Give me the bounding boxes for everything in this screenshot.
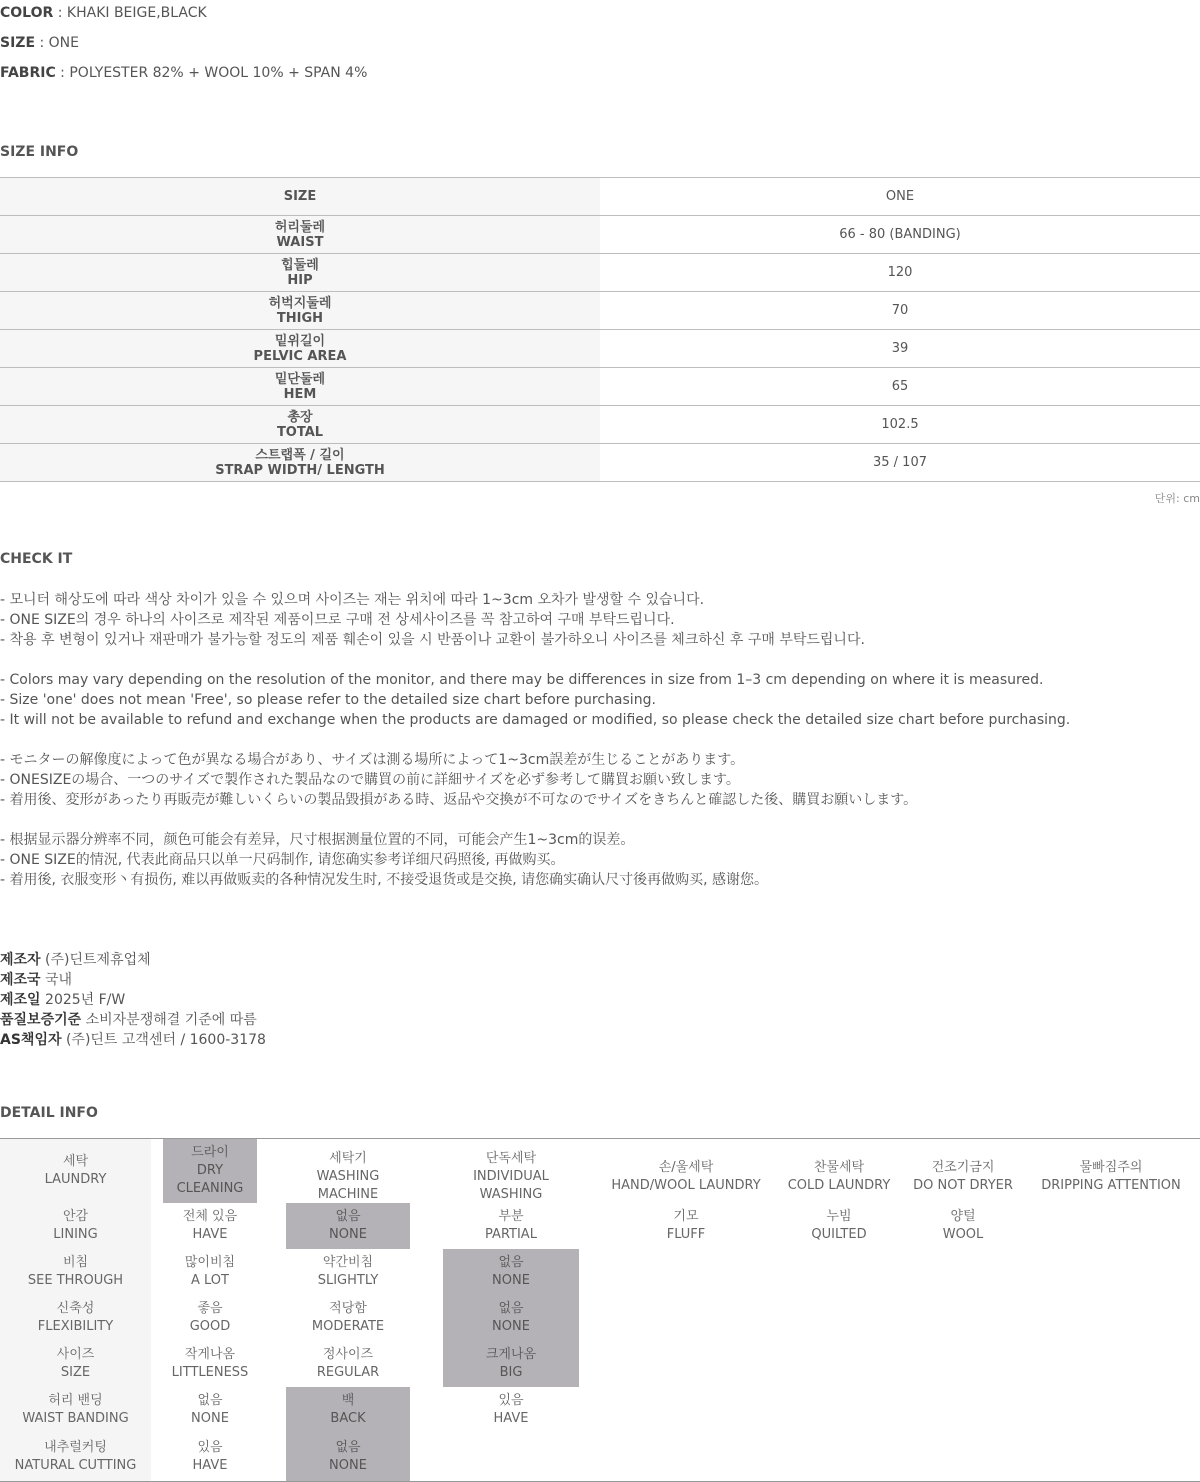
detail-option-en: DRIPPING ATTENTION bbox=[1041, 1178, 1181, 1193]
size-table-row bbox=[0, 254, 1200, 292]
detail-row-label-ko: 신축성 bbox=[56, 1301, 95, 1316]
detail-option-ko: 단독세탁 bbox=[485, 1151, 537, 1166]
size-row-value: 65 bbox=[600, 368, 1200, 406]
size-row-label-en: WAIST bbox=[276, 234, 324, 250]
size-row-label-en: HEM bbox=[283, 386, 317, 402]
detail-option-en: HAVE bbox=[493, 1411, 529, 1426]
detail-info-title: DETAIL INFO bbox=[0, 1105, 98, 1121]
detail-option-ko: 부분 bbox=[498, 1209, 524, 1224]
detail-option bbox=[443, 1147, 579, 1207]
detail-row-label bbox=[0, 1139, 151, 1203]
detail-option-en: NONE bbox=[191, 1411, 229, 1426]
detail-option-ko: 약간비침 bbox=[322, 1255, 374, 1270]
size-table-row bbox=[0, 406, 1200, 444]
detail-row-label-en: FLEXIBILITY bbox=[37, 1319, 114, 1334]
unit-label: 단위: cm bbox=[1154, 492, 1200, 505]
spec-color-value: KHAKI BEIGE,BLACK bbox=[66, 5, 207, 21]
size-table bbox=[0, 177, 1200, 482]
detail-option-ko: 없음 bbox=[197, 1393, 223, 1408]
note-line: - 着用後, 衣服变形丶有损伤, 难以再做贩卖的各种情况发生时, 不接受退货或是交换, 请您确实确认尺寸後再做购买, 感谢您。 bbox=[0, 872, 769, 888]
maker-row bbox=[0, 970, 266, 990]
note-line: - 根据显示器分辨率不同，颜色可能会有差异，尺寸根据测量位置的不同，可能会产生1~3cm的误差。 bbox=[0, 832, 635, 848]
size-row-label-en: HIP bbox=[287, 272, 313, 288]
detail-row-label-ko: 사이즈 bbox=[56, 1347, 95, 1362]
note-group bbox=[0, 830, 1200, 890]
detail-option bbox=[286, 1295, 410, 1341]
detail-option bbox=[443, 1387, 579, 1433]
detail-row-label bbox=[0, 1203, 151, 1249]
detail-option-selected bbox=[443, 1249, 579, 1295]
detail-option bbox=[286, 1249, 410, 1295]
size-row-label bbox=[0, 254, 600, 292]
maker-label: 제조자 bbox=[0, 952, 41, 968]
size-row-label-ko: 밑위길이 bbox=[274, 333, 326, 349]
size-row-label bbox=[0, 368, 600, 406]
maker-label: 품질보증기준 bbox=[0, 1012, 82, 1028]
note-group bbox=[0, 750, 1200, 810]
size-row-value: 120 bbox=[600, 254, 1200, 292]
detail-option-ko: 손/울세탁 bbox=[658, 1160, 714, 1175]
maker-value: (주)딘트 고객센터 / 1600-3178 bbox=[65, 1032, 266, 1048]
detail-option-ko: 누빔 bbox=[826, 1209, 852, 1224]
detail-option-ko: 없음 bbox=[335, 1209, 361, 1224]
size-row-label-ko: 총장 bbox=[287, 409, 313, 425]
detail-option bbox=[163, 1341, 257, 1387]
detail-option bbox=[1022, 1147, 1200, 1207]
detail-option-en: REGULAR bbox=[316, 1365, 380, 1380]
size-row-label-en: THIGH bbox=[276, 310, 324, 326]
detail-option-ko: 좋음 bbox=[197, 1301, 223, 1316]
detail-row-label bbox=[0, 1433, 151, 1481]
detail-row-label-ko: 세탁 bbox=[62, 1154, 89, 1169]
maker-value: 소비자분쟁해결 기준에 따름 bbox=[85, 1012, 257, 1028]
detail-option-ko: 전체 있음 bbox=[182, 1209, 238, 1224]
detail-option-ko: 크게나옴 bbox=[485, 1347, 537, 1362]
detail-option-en: HAVE bbox=[192, 1458, 228, 1473]
maker-row bbox=[0, 1030, 266, 1050]
maker-row bbox=[0, 1010, 266, 1030]
detail-row-label-en: SIZE bbox=[60, 1365, 91, 1380]
detail-option-ko: 양털 bbox=[950, 1209, 976, 1224]
detail-option-en: INDIVIDUAL WASHING bbox=[473, 1169, 549, 1202]
note-line: - Size 'one' does not mean 'Free', so please refer to the detailed size chart before purchasing. bbox=[0, 692, 656, 708]
detail-option-en: PARTIAL bbox=[485, 1227, 537, 1242]
detail-option-selected bbox=[286, 1433, 410, 1481]
detail-option-ko: 있음 bbox=[197, 1440, 223, 1455]
spec-color-sep: : bbox=[53, 5, 67, 21]
detail-row-label-en: LINING bbox=[53, 1227, 98, 1242]
detail-option bbox=[443, 1203, 579, 1249]
detail-option bbox=[163, 1249, 257, 1295]
detail-option-en: LITTLENESS bbox=[171, 1365, 249, 1380]
size-header-label: SIZE bbox=[0, 178, 600, 216]
detail-option bbox=[163, 1203, 257, 1249]
detail-row-label bbox=[0, 1249, 151, 1295]
detail-option bbox=[163, 1433, 257, 1481]
detail-option-ko: 많이비침 bbox=[184, 1255, 236, 1270]
maker-info bbox=[0, 950, 266, 1050]
detail-row-label-en: LAUNDRY bbox=[44, 1172, 107, 1187]
detail-option bbox=[773, 1147, 905, 1207]
detail-row-label bbox=[0, 1341, 151, 1387]
detail-option-en: HAVE bbox=[192, 1227, 228, 1242]
size-row-label bbox=[0, 216, 600, 254]
detail-option bbox=[163, 1387, 257, 1433]
size-row-label-ko: 밑단둘레 bbox=[274, 371, 326, 387]
detail-option-ko: 없음 bbox=[335, 1440, 361, 1455]
size-row-label bbox=[0, 330, 600, 368]
note-line: - ONE SIZE的情況, 代表此商品只以单一尺码制作, 请您确实参考详细尺码照後, 再做购买。 bbox=[0, 852, 565, 868]
detail-option bbox=[286, 1341, 410, 1387]
size-table-row bbox=[0, 444, 1200, 482]
detail-option-selected bbox=[163, 1139, 257, 1203]
note-line: - Colors may vary depending on the resolution of the monitor, and there may be differences in size from 1–3 cm depending on where it is measured. bbox=[0, 672, 1044, 688]
size-row-value: 39 bbox=[600, 330, 1200, 368]
check-it-notes bbox=[0, 590, 1200, 910]
size-table-row bbox=[0, 330, 1200, 368]
size-table-header-row bbox=[0, 178, 1200, 216]
detail-option-selected bbox=[443, 1295, 579, 1341]
detail-option-selected bbox=[443, 1341, 579, 1387]
size-row-label-en: PELVIC AREA bbox=[253, 348, 347, 364]
detail-row-label-en: SEE THROUGH bbox=[27, 1273, 124, 1288]
maker-value: (주)딘트제휴업체 bbox=[45, 952, 151, 968]
detail-option bbox=[286, 1147, 410, 1207]
detail-option bbox=[163, 1295, 257, 1341]
detail-option-en: QUILTED bbox=[811, 1227, 867, 1242]
size-table-row bbox=[0, 292, 1200, 330]
detail-row-label-en: NATURAL CUTTING bbox=[14, 1458, 137, 1473]
detail-option-ko: 적당함 bbox=[329, 1301, 367, 1316]
detail-row-label-ko: 안감 bbox=[62, 1209, 89, 1224]
detail-option-en: DRY CLEANING bbox=[176, 1163, 244, 1196]
detail-option-en: A LOT bbox=[191, 1273, 229, 1288]
note-line: - It will not be available to refund and exchange when the products are damaged or modified, so please check the detailed size chart before purchasing. bbox=[0, 712, 1071, 728]
detail-row-label bbox=[0, 1295, 151, 1341]
maker-label: 제조일 bbox=[0, 992, 41, 1008]
detail-option bbox=[599, 1203, 773, 1249]
size-table-row bbox=[0, 216, 1200, 254]
detail-option-en: NONE bbox=[492, 1319, 530, 1334]
detail-grid bbox=[0, 1138, 1200, 1482]
detail-row-label-en: WAIST BANDING bbox=[22, 1411, 129, 1426]
note-line: - 着用後、変形があったり再販売が難しいくらいの製品毀損がある時、返品や交換が不可なのでサイズをきちんと確認した後、購買お願いします。 bbox=[0, 792, 918, 808]
detail-option-en: DO NOT DRYER bbox=[913, 1178, 1013, 1193]
detail-row-label-ko: 허리 밴딩 bbox=[48, 1393, 103, 1408]
spec-fabric-label: FABRIC bbox=[0, 65, 56, 81]
note-line: - 착용 후 변형이 있거나 재판매가 불가능할 정도의 제품 훼손이 있을 시 반품이나 교환이 불가하오니 사이즈를 체크하신 후 구매 부탁드립니다. bbox=[0, 632, 865, 648]
detail-option-en: WASHING MACHINE bbox=[316, 1169, 380, 1202]
detail-option-en: FLUFF bbox=[666, 1227, 706, 1242]
detail-option-ko: 물빠짐주의 bbox=[1079, 1160, 1143, 1175]
size-row-label bbox=[0, 292, 600, 330]
detail-option-ko: 찬물세탁 bbox=[813, 1160, 865, 1175]
spec-fabric bbox=[0, 65, 367, 81]
spec-size-sep: : bbox=[35, 35, 49, 51]
detail-row-label bbox=[0, 1387, 151, 1433]
detail-option-ko: 건조기금지 bbox=[931, 1160, 995, 1175]
spec-fabric-sep: : bbox=[55, 65, 70, 81]
spec-color bbox=[0, 5, 207, 21]
detail-option-en: WOOL bbox=[942, 1227, 984, 1242]
size-table-row bbox=[0, 368, 1200, 406]
maker-label: 제조국 bbox=[0, 972, 41, 988]
note-group bbox=[0, 590, 1200, 650]
detail-option-ko: 있음 bbox=[498, 1393, 524, 1408]
maker-row bbox=[0, 990, 266, 1010]
detail-option-en: GOOD bbox=[189, 1319, 231, 1334]
detail-option bbox=[905, 1147, 1021, 1207]
detail-option-en: NONE bbox=[329, 1458, 367, 1473]
size-row-label bbox=[0, 444, 600, 482]
detail-option-en: NONE bbox=[492, 1273, 530, 1288]
size-row-value: 70 bbox=[600, 292, 1200, 330]
size-header-value: ONE bbox=[600, 178, 1200, 216]
detail-option-ko: 백 bbox=[341, 1393, 355, 1408]
size-row-label-ko: 허리둘레 bbox=[274, 219, 326, 235]
note-group bbox=[0, 670, 1200, 730]
detail-option-ko: 정사이즈 bbox=[322, 1347, 374, 1362]
detail-option-selected bbox=[286, 1387, 410, 1433]
maker-row bbox=[0, 950, 266, 970]
detail-option-ko: 없음 bbox=[498, 1301, 524, 1316]
detail-option-en: COLD LAUNDRY bbox=[787, 1178, 891, 1193]
detail-option-en: MODERATE bbox=[311, 1319, 385, 1334]
note-line: - ONE SIZE의 경우 하나의 사이즈로 제작된 제품이므로 구매 전 상세사이즈를 꼭 참고하여 구매 부탁드립니다. bbox=[0, 612, 675, 628]
size-row-label bbox=[0, 406, 600, 444]
detail-option-ko: 세탁기 bbox=[329, 1151, 367, 1166]
detail-option-ko: 기모 bbox=[673, 1209, 699, 1224]
detail-option-en: BACK bbox=[330, 1411, 366, 1426]
size-row-label-en: STRAP WIDTH/ LENGTH bbox=[215, 462, 385, 478]
size-row-label-ko: 스트랩폭 / 길이 bbox=[255, 447, 345, 463]
size-row-label-ko: 힙둘레 bbox=[281, 257, 319, 273]
size-row-value: 35 / 107 bbox=[600, 444, 1200, 482]
maker-value: 국내 bbox=[45, 972, 73, 988]
detail-option-selected bbox=[286, 1203, 410, 1249]
note-line: - 모니터 해상도에 따라 색상 차이가 있을 수 있으며 사이즈는 재는 위치에 따라 1~3cm 오차가 발생할 수 있습니다. bbox=[0, 592, 705, 608]
maker-value: 2025년 F/W bbox=[45, 992, 126, 1008]
spec-size-value: ONE bbox=[48, 35, 79, 51]
note-line: - ONESIZEの場合、一つのサイズで製作された製品なので購買の前に詳細サイズを必ず参考して購買お願い致します。 bbox=[0, 772, 740, 788]
detail-option bbox=[905, 1203, 1021, 1249]
detail-option-en: HAND/WOOL LAUNDRY bbox=[611, 1178, 761, 1193]
size-row-value: 66 - 80 (BANDING) bbox=[600, 216, 1200, 254]
size-info-title: SIZE INFO bbox=[0, 144, 79, 160]
spec-size-label: SIZE bbox=[0, 35, 36, 51]
detail-option-ko: 드라이 bbox=[191, 1145, 229, 1160]
note-line: - モニターの解像度によって色が異なる場合があり、サイズは測る場所によって1~3cm誤差が生じることがあります。 bbox=[0, 752, 745, 768]
size-row-label-en: TOTAL bbox=[276, 424, 324, 440]
detail-row-label-ko: 내추럴커팅 bbox=[44, 1440, 107, 1455]
detail-option-en: BIG bbox=[499, 1365, 523, 1380]
maker-label: AS책임자 bbox=[0, 1032, 62, 1048]
detail-option bbox=[773, 1203, 905, 1249]
check-it-title: CHECK IT bbox=[0, 551, 73, 567]
spec-size bbox=[0, 35, 79, 51]
detail-option-en: SLIGHTLY bbox=[317, 1273, 379, 1288]
detail-option-en: NONE bbox=[329, 1227, 367, 1242]
size-row-label-ko: 허벅지둘레 bbox=[268, 295, 332, 311]
detail-option bbox=[599, 1147, 773, 1207]
detail-option-ko: 없음 bbox=[498, 1255, 524, 1270]
detail-row-label-ko: 비침 bbox=[62, 1255, 89, 1270]
size-row-value: 102.5 bbox=[600, 406, 1200, 444]
spec-fabric-value: POLYESTER 82% + WOOL 10% + SPAN 4% bbox=[69, 65, 368, 81]
detail-option-ko: 작게나옴 bbox=[184, 1347, 236, 1362]
spec-color-label: COLOR bbox=[0, 5, 54, 21]
